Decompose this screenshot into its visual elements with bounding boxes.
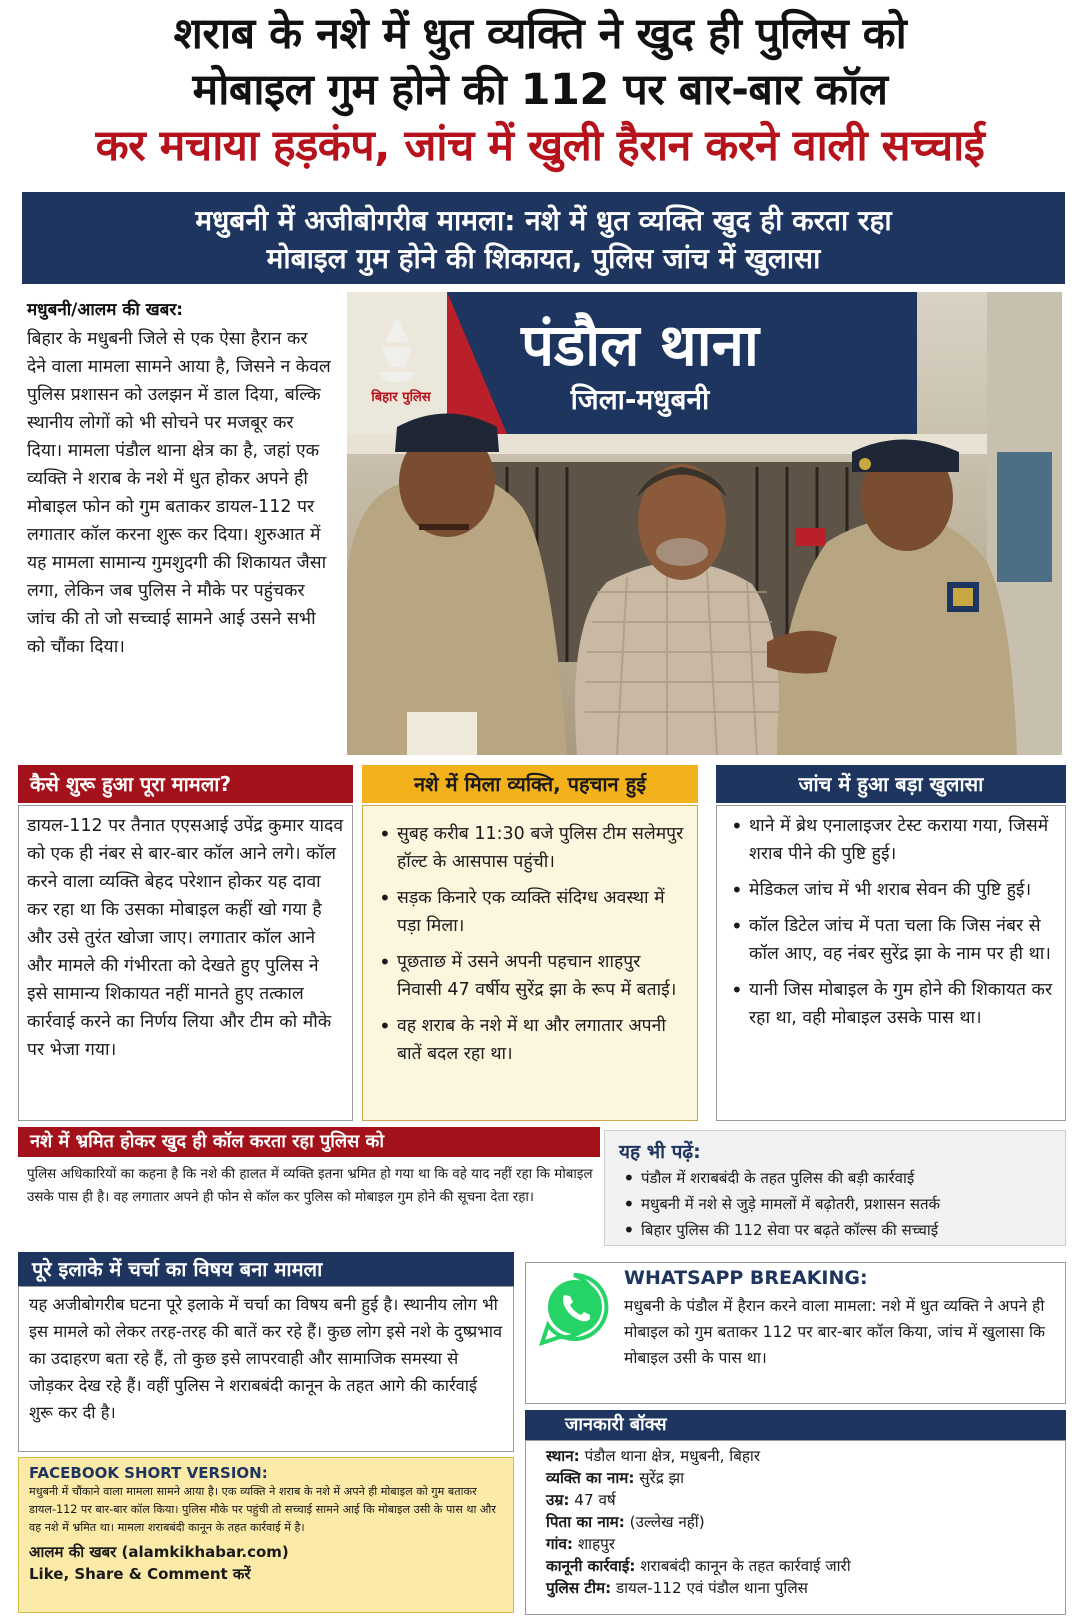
list-item: • थाने में ब्रेथ एनालाइजर टेस्ट कराया गया, जिसमें शराब पीने की पुष्टि हुई। [727, 812, 1055, 868]
section1-title: कैसे शुरू हुआ पूरा मामला? [18, 765, 353, 803]
info-row [546, 1555, 1045, 1577]
section3-body [716, 805, 1066, 1121]
signboard-title: पंडौल थाना [521, 311, 759, 379]
also-read-link[interactable]: • पंडौल में शराबबंदी के तहत पुलिस की बड़ी कार्रवाई [619, 1165, 1051, 1191]
info-row [546, 1489, 1045, 1511]
headline [0, 6, 1080, 174]
info-label: उम्र: [546, 1491, 570, 1509]
note-text: पुलिस अधिकारियों का कहना है कि नशे की हालत में व्यक्ति इतना भ्रमित हो गया था कि वहे याद नहीं रहा कि मोबाइल उसके पास ही है। वह लगातार अपने ही फोन से कॉल कर पुलिस को मोबाइल गुम होने की सूचना देता रहा। [27, 1167, 593, 1205]
whatsapp-title: WHATSAPP BREAKING: [624, 1267, 868, 1289]
info-label: व्यक्ति का नाम: [546, 1469, 635, 1487]
info-label: पिता का नाम: [546, 1513, 625, 1531]
whatsapp-icon [534, 1269, 614, 1353]
also-read-list [619, 1165, 1051, 1243]
section3-list [727, 812, 1055, 1032]
whatsapp-text: मधुबनी के पंडौल में हैरान करने वाला मामला: नशे में धुत व्यक्ति ने अपने ही मोबाइल को गुम बताकर 112 पर बार-बार कॉल किया, जांच में खुलासा कि मोबाइल उसी के पास था। [624, 1297, 1046, 1367]
also-read-link[interactable]: • मधुबनी में नशे से जुड़े मामलों में बढ़ोतरी, प्रशासन सतर्क [619, 1191, 1051, 1217]
subheadline-line-2: मोबाइल गुम होने की शिकायत, पुलिस जांच में खुलासा [266, 242, 821, 275]
info-label: कानूनी कार्रवाई: [546, 1557, 636, 1575]
headline-line-3: कर मचाया हड़कंप, जांच में खुली हैरान करने वाली सच्चाई [95, 121, 985, 171]
subheadline-band [22, 192, 1065, 284]
subheadline-line-1: मधुबनी में अजीबोगरीब मामला: नशे में धुत व्यक्ति खुद ही करता रहा [195, 204, 892, 237]
section2-body [362, 805, 698, 1121]
list-item: • पूछताछ में उसने अपनी पहचान शाहपुर निवासी 47 वर्षीय सुरेंद्र झा के रूप में बताई। [375, 948, 687, 1004]
lead-paragraph: बिहार के मधुबनी जिले से एक ऐसा हैरान कर देने वाला मामला सामने आया है, जिसने न केवल पुलिस प्रशासन को उलझन में डाल दिया, बल्कि स्थानीय लोगों को भी सोचने पर मजबूर कर दिया। मामला पंडौल थाना क्षेत्र का है, जहां एक व्यक्ति ने शराब के नशे में धुत होकर अपने ही मोबाइल फोन को गुम बताकर डायल-112 पर लगातार कॉल करना शुरू कर दिया। शुरुआत में यह मामला सामान्य गुमशुदगी की शिकायत जैसा लगा, लेकिन जब पुलिस ने मौके पर पहुंचकर जांच की तो जो सच्चाई सामने आई उसने सभी को चौंका दिया। [27, 329, 331, 657]
facebook-cta: Like, Share & Comment करें [29, 1565, 251, 1583]
section1-text: डायल-112 पर तैनात एएसआई उपेंद्र कुमार यादव को एक ही नंबर से बार-बार कॉल आने लगे। कॉल करने वाला व्यक्ति बेहद परेशान होकर यह दावा कर रहा था कि उसका मोबाइल कहीं खो गया है और उसे तुरंत खोजा जाए। लगातार कॉल आने और मामले की गंभीरता को देखते हुए पुलिस ने इसे सामान्य शिकायत नहीं मानते हुए तत्काल कार्रवाई करने का निर्णय लिया और टीम को मौके पर भेजा गया। [27, 816, 344, 1060]
signboard-subtitle: जिला-मधुबनी [570, 383, 710, 416]
info-row [546, 1467, 1045, 1489]
bihar-police-logo: बिहार पुलिस [371, 390, 431, 405]
area-body [18, 1286, 514, 1452]
info-label: गांव: [546, 1535, 574, 1553]
info-label: स्थान: [546, 1447, 580, 1465]
also-read-title: यह भी पढ़ें: [619, 1141, 701, 1163]
headline-line-2: मोबाइल गुम होने की 112 पर बार-बार कॉल [192, 65, 888, 115]
news-photo [347, 292, 1062, 755]
info-value: शाहपुर [573, 1535, 616, 1553]
whatsapp-box [525, 1262, 1066, 1404]
info-row [546, 1577, 1045, 1599]
info-value: सुरेंद्र झा [634, 1469, 685, 1487]
info-value: पंडौल थाना क्षेत्र, मधुबनी, बिहार [579, 1447, 761, 1465]
dateline: मधुबनी/आलम की खबर: [27, 300, 184, 320]
info-value: 47 वर्ष [569, 1491, 616, 1509]
headline-line-1: शराब के नशे में धुत व्यक्ति ने खुद ही पुलिस को [173, 9, 907, 59]
info-row [546, 1511, 1045, 1533]
info-value: (उल्लेख नहीं) [624, 1513, 705, 1531]
info-value: डायल-112 एवं पंडौल थाना पुलिस [611, 1579, 808, 1597]
facebook-text: मधुबनी में चौंकाने वाला मामला सामने आया है। एक व्यक्ति ने शराब के नशे में अपने ही मोबाइल को गुम बताकर डायल-112 पर बार-बार कॉल किया। पुलिस मौके पर पहुंची तो सच्चाई सामने आई कि मोबाइल उसी के पास था और वह नशे में भ्रमित था। मामला शराबबंदी कानून के तहत कार्रवाई में है। [29, 1485, 496, 1534]
list-item: • सुबह करीब 11:30 बजे पुलिस टीम सलेमपुर हॉल्ट के आसपास पहुंची। [375, 820, 687, 876]
area-text: यह अजीबोगरीब घटना पूरे इलाके में चर्चा का विषय बनी हुई है। स्थानीय लोग भी इस मामले को लेकर तरह-तरह की बातें कर रहे हैं। कुछ लोग इसे नशे के दुष्प्रभाव का उदाहरण बता रहे हैं, तो कुछ इसे लापरवाही और सामाजिक समस्या से जोड़कर देख रहे हैं। वहीं पुलिस ने शराबबंदी कानून के तहत आगे की कार्रवाई शुरू कर दी है। [29, 1295, 503, 1422]
facebook-brand[interactable]: आलम की खबर (alamkikhabar.com) [29, 1543, 289, 1561]
info-row [546, 1445, 1045, 1467]
info-label: पुलिस टीम: [546, 1579, 612, 1597]
list-item: • मेडिकल जांच में भी शराब सेवन की पुष्टि हुई। [727, 876, 1055, 904]
section2-title: नशे में मिला व्यक्ति, पहचान हुई [362, 765, 698, 803]
note-title: नशे में भ्रमित होकर खुद ही कॉल करता रहा पुलिस को [18, 1127, 600, 1157]
info-box-title: जानकारी बॉक्स [525, 1410, 1066, 1440]
section2-list [375, 820, 687, 1068]
list-item: • यानी जिस मोबाइल के गुम होने की शिकायत कर रहा था, वही मोबाइल उसके पास था। [727, 976, 1055, 1032]
info-row [546, 1533, 1045, 1555]
info-value: शराबबंदी कानून के तहत कार्रवाई जारी [635, 1557, 851, 1575]
list-item: • कॉल डिटेल जांच में पता चला कि जिस नंबर से कॉल आए, वह नंबर सुरेंद्र झा के नाम पर ही था। [727, 912, 1055, 968]
list-item: • सड़क किनारे एक व्यक्ति संदिग्ध अवस्था में पड़ा मिला। [375, 884, 687, 940]
also-read-box [604, 1130, 1066, 1246]
area-title: पूरे इलाके में चर्चा का विषय बना मामला [18, 1252, 514, 1286]
info-box [525, 1440, 1066, 1615]
list-item: • वह शराब के नशे में था और लगातार अपनी बातें बदल रहा था। [375, 1012, 687, 1068]
section1-body [18, 805, 353, 1121]
also-read-link[interactable]: • बिहार पुलिस की 112 सेवा पर बढ़ते कॉल्स की सच्चाई [619, 1217, 1051, 1243]
section3-title: जांच में हुआ बड़ा खुलासा [716, 765, 1066, 803]
facebook-box [18, 1457, 514, 1613]
facebook-title: FACEBOOK SHORT VERSION: [29, 1464, 268, 1482]
